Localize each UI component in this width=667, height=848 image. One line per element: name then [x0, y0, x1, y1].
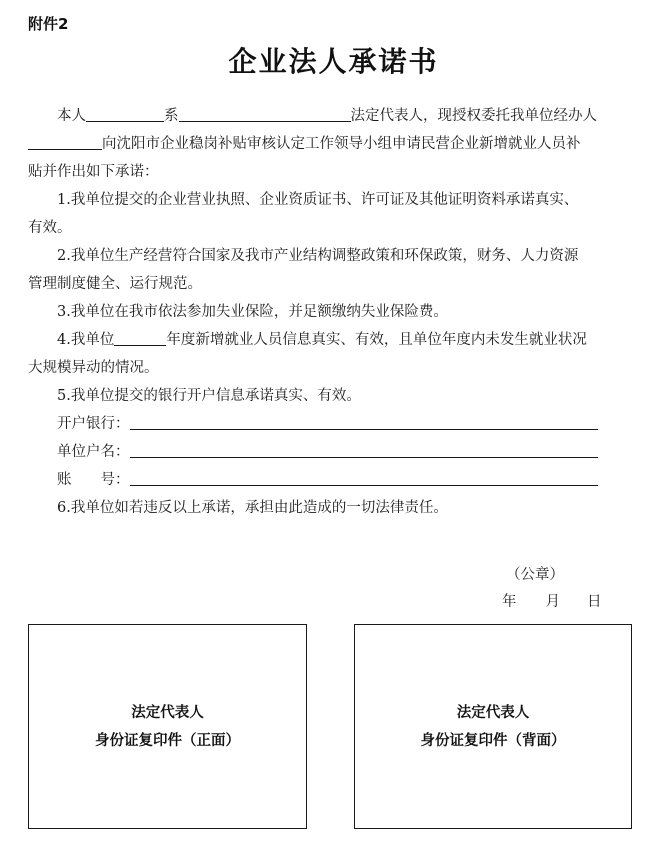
intro-line-3: 贴并作出如下承诺：	[28, 164, 159, 180]
account-number-label-part2: 号：	[100, 472, 130, 488]
id-card-front-box	[28, 624, 307, 829]
bank-name-field[interactable]	[130, 413, 598, 430]
intro-text-3: 法定代表人，现授权委托我单位经办人	[350, 108, 597, 124]
account-number-field[interactable]	[130, 469, 598, 486]
intro-text-1: 本人	[57, 108, 86, 124]
attachment-label: 附件2	[28, 15, 69, 33]
id-back-title: 法定代表人	[456, 704, 530, 721]
commitment-3: 3.我单位在我市依法参加失业保险，并足额缴纳失业保险费。	[57, 304, 448, 320]
commitment-4-suffix: 年度新增就业人员信息真实、有效，且单位年度内未发生就业状况	[166, 332, 587, 348]
date-month-label: 月	[545, 594, 560, 610]
commitment-4-prefix: 4.我单位	[57, 332, 115, 348]
commitment-2-line-2: 管理制度健全、运行规范。	[28, 276, 202, 292]
date-line	[502, 588, 602, 616]
agent-name-blank[interactable]	[28, 133, 102, 150]
commitment-1-line-2: 有效。	[28, 220, 72, 236]
company-name-blank[interactable]	[179, 105, 351, 122]
account-number-row	[57, 466, 598, 494]
commitment-6: 6.我单位如若违反以上承诺，承担由此造成的一切法律责任。	[57, 500, 448, 516]
intro-line-1	[57, 102, 597, 130]
intro-text-2: 系	[164, 108, 179, 124]
date-day-label: 日	[587, 594, 602, 610]
commitment-2-line-1: 2.我单位生产经营符合国家及我市产业结构调整政策和环保政策，财务、人力资源	[57, 248, 579, 264]
representative-name-blank[interactable]	[86, 105, 164, 122]
commitment-4-line-1	[57, 326, 587, 354]
date-year-label: 年	[502, 594, 517, 610]
commitment-4-line-2: 大规模异动的情况。	[28, 360, 159, 376]
official-seal-label: （公章）	[506, 567, 564, 583]
intro-line-2	[28, 130, 581, 158]
id-back-subtitle: 身份证复印件（背面）	[420, 732, 566, 749]
id-front-subtitle: 身份证复印件（正面）	[95, 732, 240, 749]
account-number-label-part1: 账	[57, 472, 72, 488]
intro-text-4: 向沈阳市企业稳岗补贴审核认定工作领导小组申请民营企业新增就业人员补	[102, 136, 581, 152]
account-name-field[interactable]	[130, 441, 598, 458]
bank-label: 开户银行：	[57, 416, 130, 432]
id-front-title: 法定代表人	[131, 704, 204, 721]
id-card-back-box	[354, 624, 632, 829]
commitment-1-line-1: 1.我单位提交的企业营业执照、企业资质证书、许可证及其他证明资料承诺真实、	[57, 192, 579, 208]
document-title: 企业法人承诺书	[228, 45, 439, 78]
commitment-5: 5.我单位提交的银行开户信息承诺真实、有效。	[57, 388, 361, 404]
bank-field-row	[57, 410, 598, 438]
year-blank[interactable]	[114, 329, 166, 346]
account-name-row	[57, 438, 598, 466]
account-name-label: 单位户名：	[57, 444, 130, 460]
